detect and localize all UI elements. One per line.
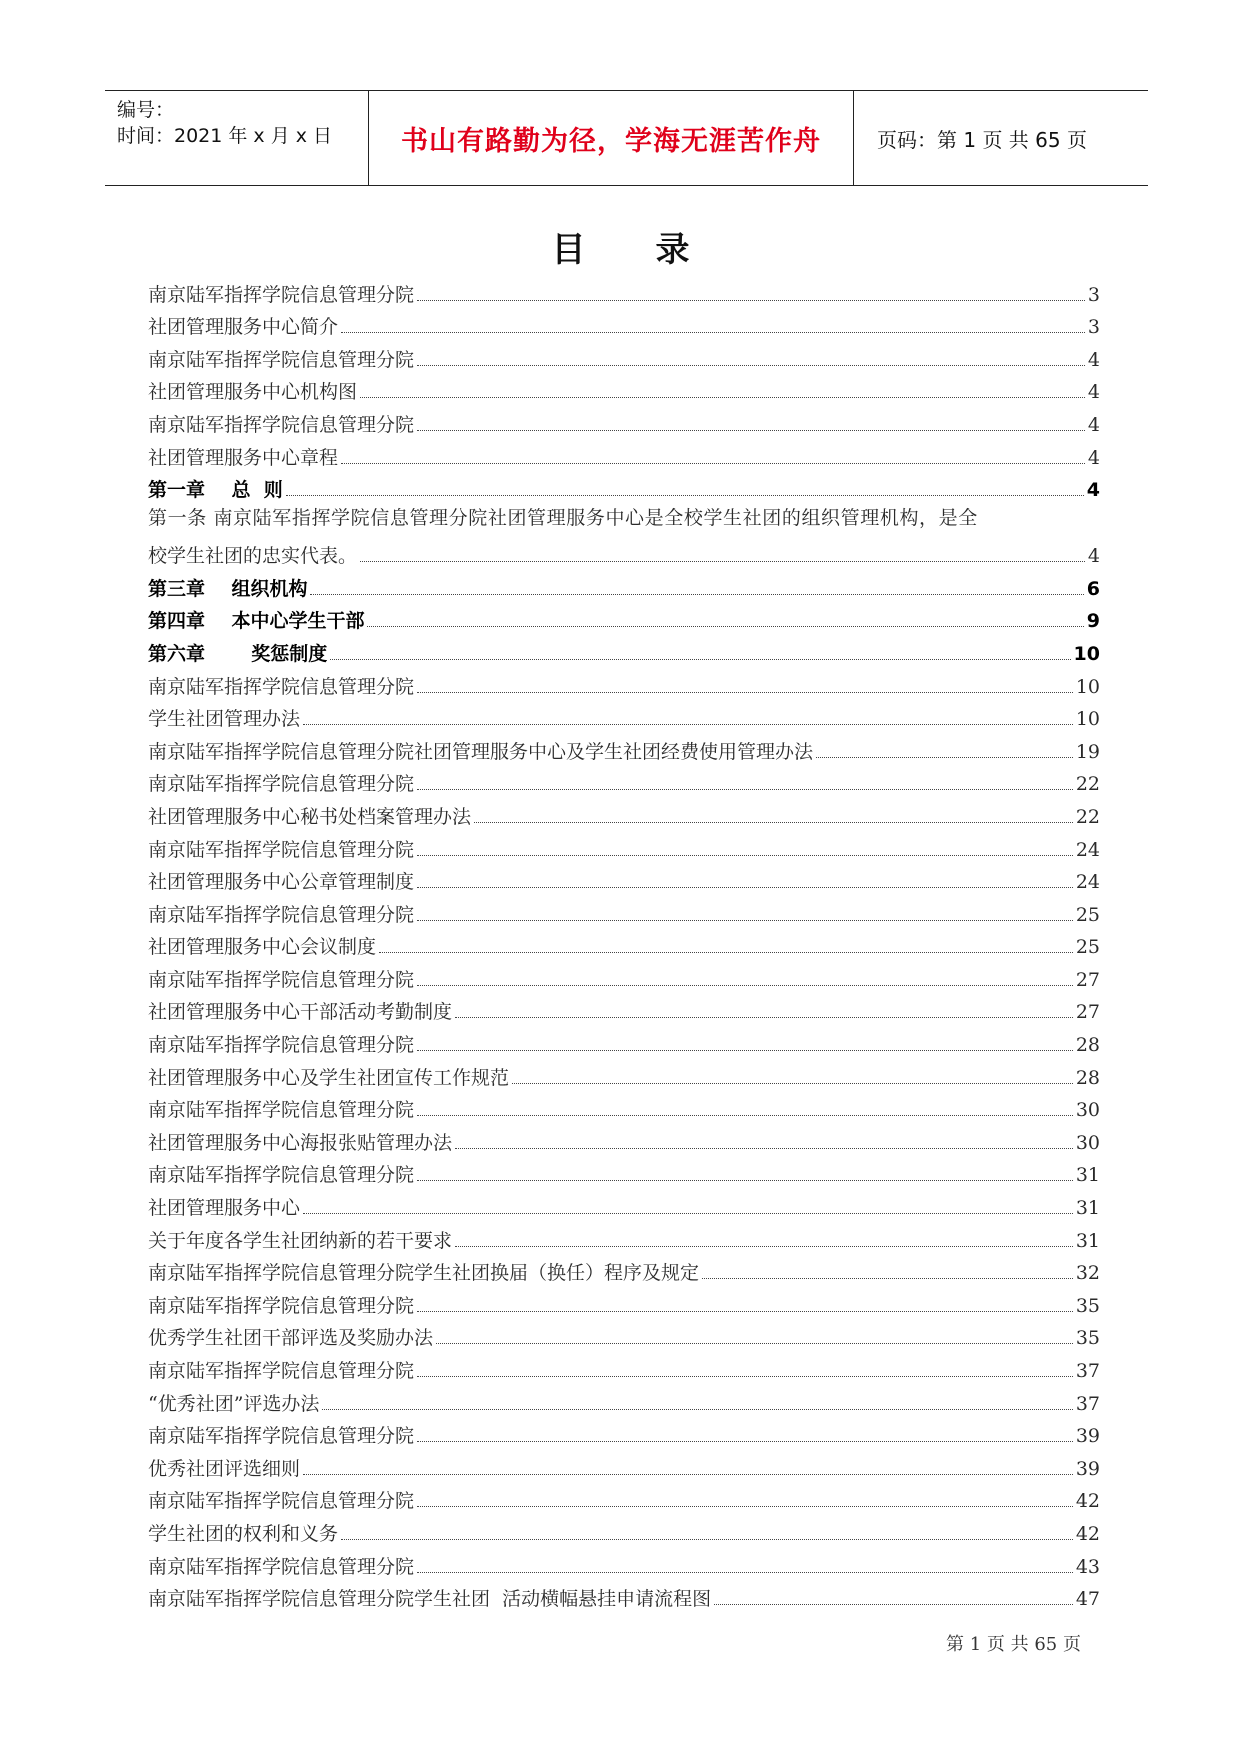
- toc-page-number: 22: [1075, 805, 1100, 828]
- toc-entry[interactable]: [148, 1024, 1100, 1057]
- toc-page-number: 42: [1075, 1522, 1100, 1545]
- toc-leader-dots: [417, 365, 1085, 366]
- toc-entry[interactable]: [148, 1416, 1100, 1449]
- toc-page-number: 27: [1075, 1001, 1100, 1024]
- toc-page-number: 4: [1087, 348, 1100, 371]
- toc-leader-dots: [303, 1474, 1073, 1475]
- toc-entry[interactable]: [148, 1122, 1100, 1155]
- toc-entry-title: 南京陆军指挥学院信息管理分院: [148, 675, 415, 698]
- toc-leader-dots: [303, 1213, 1073, 1214]
- toc-leader-dots: [512, 1083, 1073, 1084]
- toc-entry[interactable]: [148, 666, 1100, 699]
- toc-leader-dots: [417, 789, 1073, 790]
- toc-page-number: 31: [1075, 1197, 1100, 1220]
- page-title: 目录: [551, 230, 760, 270]
- toc-entry-title: 优秀社团评选细则: [148, 1457, 301, 1480]
- toc-entry[interactable]: [148, 601, 1100, 634]
- toc-entry-title: “优秀社团”评选办法: [148, 1392, 320, 1415]
- toc-entry[interactable]: [148, 1057, 1100, 1090]
- page-footer: 第 1 页 共 65 页: [946, 1634, 1081, 1655]
- toc-page-number: 10: [1075, 708, 1100, 731]
- toc-entry[interactable]: [148, 1253, 1100, 1286]
- toc-leader-dots: [417, 300, 1085, 301]
- toc-page-number: 25: [1075, 936, 1100, 959]
- toc-page-number: 30: [1075, 1099, 1100, 1122]
- toc-entry[interactable]: [148, 437, 1100, 470]
- toc-leader-dots: [417, 1376, 1073, 1377]
- toc-entry[interactable]: [148, 1448, 1100, 1481]
- toc-entry-title: 南京陆军指挥学院信息管理分院社团管理服务中心及学生社团经费使用管理办法: [148, 740, 814, 763]
- toc-page-number: 35: [1075, 1327, 1100, 1350]
- toc-page-number: 28: [1075, 1066, 1100, 1089]
- toc-leader-dots: [816, 757, 1073, 758]
- toc-leader-dots: [322, 1409, 1072, 1410]
- toc-entry[interactable]: [148, 1350, 1100, 1383]
- toc-leader-dots: [360, 397, 1085, 398]
- toc-entry[interactable]: [148, 1285, 1100, 1318]
- date-label: 时间：2021 年 x 月 x 日: [117, 125, 333, 147]
- toc-entry-title: 社团管理服务中心海报张贴管理办法: [148, 1131, 453, 1154]
- toc-entry-title: 社团管理服务中心及学生社团宣传工作规范: [148, 1066, 510, 1089]
- toc-entry[interactable]: [148, 699, 1100, 732]
- toc-entry-title: 南京陆军指挥学院信息管理分院: [148, 1294, 415, 1317]
- toc-page-number: 27: [1075, 968, 1100, 991]
- toc-entry[interactable]: [148, 470, 1100, 503]
- toc-page-number: 42: [1075, 1490, 1100, 1513]
- toc-page-number: 47: [1075, 1588, 1100, 1611]
- toc-leader-dots: [417, 1572, 1073, 1573]
- toc-leader-dots: [367, 626, 1083, 627]
- toc-page-number: 4: [1087, 446, 1100, 469]
- toc-entry-title: 关于年度各学生社团纳新的若干要求: [148, 1229, 453, 1252]
- toc-leader-dots: [330, 659, 1070, 660]
- toc-page-number: 4: [1087, 545, 1100, 568]
- toc-page-number: 24: [1075, 871, 1100, 894]
- toc-page-number: 25: [1075, 903, 1100, 926]
- toc-leader-dots: [417, 985, 1073, 986]
- toc-leader-dots: [417, 1311, 1073, 1312]
- toc-page-number: 30: [1075, 1131, 1100, 1154]
- toc-leader-dots: [455, 1246, 1073, 1247]
- toc-entry-title: 优秀学生社团干部评选及奖励办法: [148, 1327, 434, 1350]
- toc-page-number: 39: [1075, 1425, 1100, 1448]
- toc-leader-dots: [417, 920, 1073, 921]
- toc-entry-title: 社团管理服务中心秘书处档案管理办法: [148, 805, 472, 828]
- toc-entry[interactable]: [148, 633, 1100, 666]
- toc-entry[interactable]: [148, 339, 1100, 372]
- toc-entry[interactable]: [148, 1155, 1100, 1188]
- toc-page-number: 43: [1075, 1555, 1100, 1578]
- toc-entry[interactable]: [148, 1579, 1100, 1612]
- toc-page-number: 3: [1087, 316, 1100, 339]
- toc-entry-title: 南京陆军指挥学院信息管理分院: [148, 1034, 415, 1057]
- toc-page-number: 6: [1086, 577, 1100, 600]
- toc-entry[interactable]: [148, 829, 1100, 862]
- toc-leader-dots: [417, 1050, 1073, 1051]
- toc-leader-dots: [310, 594, 1083, 595]
- toc-entry[interactable]: [148, 731, 1100, 764]
- toc-entry[interactable]: [148, 959, 1100, 992]
- header-motto-cell: [369, 91, 854, 185]
- toc-entry[interactable]: [148, 372, 1100, 405]
- toc-page-number: 24: [1075, 838, 1100, 861]
- toc-leader-dots: [303, 724, 1073, 725]
- toc-entry-title: 学生社团的权利和义务: [148, 1522, 339, 1545]
- toc-page-number: 31: [1075, 1229, 1100, 1252]
- toc-entry[interactable]: [148, 404, 1100, 437]
- toc-entry-title: 南京陆军指挥学院信息管理分院: [148, 1360, 415, 1382]
- toc-entry[interactable]: [148, 764, 1100, 797]
- toc-entry-title: 第一章 总 则: [148, 479, 283, 502]
- toc-wrapped-line-1: 第一条 南京陆军指挥学院信息管理分院社团管理服务中心是全校学生社团的组织管理机构，是全: [148, 507, 978, 530]
- toc-entry-title: 南京陆军指挥学院信息管理分院: [148, 1490, 415, 1513]
- document-header: [105, 90, 1148, 186]
- toc-section-1: [148, 274, 1100, 502]
- toc-entry-title: 社团管理服务中心简介: [148, 316, 339, 339]
- toc-leader-dots: [436, 1343, 1073, 1344]
- table-of-contents: [148, 274, 1100, 1611]
- toc-page-number: 19: [1075, 740, 1100, 763]
- toc-entry-title: 南京陆军指挥学院信息管理分院: [148, 348, 415, 371]
- toc-leader-dots: [341, 332, 1085, 333]
- toc-entry-title: 南京陆军指挥学院信息管理分院: [148, 1555, 415, 1578]
- page-info: 页码：第 1 页 共 65 页: [877, 127, 1087, 152]
- toc-entry-title: 南京陆军指挥学院信息管理分院: [148, 838, 415, 861]
- header-meta-cell: [105, 91, 369, 185]
- toc-page-number: 4: [1087, 413, 1100, 436]
- toc-wrapped-entry[interactable]: [148, 502, 1100, 568]
- toc-entry-title: 社团管理服务中心干部活动考勤制度: [148, 1001, 453, 1024]
- toc-leader-dots: [702, 1278, 1073, 1279]
- toc-page-number: 39: [1075, 1457, 1100, 1480]
- toc-leader-dots: [455, 1148, 1073, 1149]
- toc-leader-dots: [417, 692, 1073, 693]
- toc-page-number: 28: [1075, 1034, 1100, 1057]
- toc-entry[interactable]: [148, 1513, 1100, 1546]
- toc-entry-title: 南京陆军指挥学院信息管理分院学生社团换届（换任）程序及规定: [148, 1262, 700, 1285]
- toc-entry-title: 南京陆军指挥学院信息管理分院: [148, 1099, 415, 1122]
- toc-page-number: 31: [1075, 1164, 1100, 1187]
- toc-entry-title: 社团管理服务中心: [148, 1197, 301, 1220]
- toc-page-number: 9: [1086, 610, 1100, 633]
- toc-entry-title: 第四章 本中心学生干部: [148, 610, 365, 633]
- toc-entry-title: 南京陆军指挥学院信息管理分院: [148, 773, 415, 796]
- toc-entry[interactable]: [148, 1220, 1100, 1253]
- toc-entry-title: 南京陆军指挥学院信息管理分院: [148, 1425, 415, 1448]
- toc-leader-dots: [417, 855, 1073, 856]
- toc-leader-dots: [417, 1441, 1073, 1442]
- toc-page-number: 32: [1075, 1262, 1100, 1285]
- toc-entry[interactable]: [148, 1383, 1100, 1416]
- toc-entry-title: 社团管理服务中心机构图: [148, 381, 358, 404]
- toc-leader-dots: [714, 1604, 1073, 1605]
- toc-entry-title: 社团管理服务中心会议制度: [148, 936, 377, 959]
- toc-entry-title: 南京陆军指挥学院信息管理分院: [148, 968, 415, 991]
- toc-entry-title: 第六章 奖惩制度: [148, 642, 328, 665]
- toc-entry[interactable]: [148, 568, 1100, 601]
- toc-entry-title: 南京陆军指挥学院信息管理分院: [148, 413, 415, 436]
- toc-leader-dots: [417, 1180, 1073, 1181]
- toc-leader-dots: [417, 430, 1085, 431]
- toc-entry[interactable]: [148, 1187, 1100, 1220]
- header-page-cell: [855, 91, 1148, 185]
- toc-page-number: 22: [1075, 773, 1100, 796]
- toc-entry-title: 社团管理服务中心公章管理制度: [148, 871, 415, 894]
- toc-leader-dots: [360, 561, 1085, 562]
- toc-entry[interactable]: [148, 894, 1100, 927]
- toc-leader-dots: [341, 463, 1085, 464]
- toc-leader-dots: [417, 1115, 1073, 1116]
- toc-entry[interactable]: [148, 796, 1100, 829]
- toc-entry-title: 学生社团管理办法: [148, 708, 301, 731]
- toc-entry-title: 南京陆军指挥学院信息管理分院: [148, 1164, 415, 1187]
- toc-leader-dots: [379, 952, 1073, 953]
- toc-page-number: 10: [1075, 675, 1100, 698]
- toc-entry-title: 南京陆军指挥学院信息管理分院学生社团 活动横幅悬挂申请流程图: [148, 1588, 712, 1611]
- toc-entry-title: 南京陆军指挥学院信息管理分院: [148, 903, 415, 926]
- toc-entry[interactable]: [148, 862, 1100, 895]
- toc-entry-title: 第三章 组织机构: [148, 577, 308, 600]
- toc-leader-dots: [474, 822, 1073, 823]
- toc-leader-dots: [455, 1017, 1073, 1018]
- toc-leader-dots: [417, 1506, 1073, 1507]
- toc-entry[interactable]: [148, 274, 1100, 307]
- toc-entry-title: 南京陆军指挥学院信息管理分院: [148, 283, 415, 306]
- serial-number-label: 编号：: [117, 99, 175, 121]
- toc-page-number: 35: [1075, 1294, 1100, 1317]
- toc-entry[interactable]: [148, 992, 1100, 1025]
- toc-entry[interactable]: [148, 307, 1100, 340]
- motto-text: 书山有路勤为径，学海无涯苦作舟: [401, 125, 821, 157]
- toc-entry[interactable]: [148, 927, 1100, 960]
- toc-page-number: 10: [1073, 642, 1100, 665]
- toc-entry[interactable]: [148, 1546, 1100, 1579]
- toc-entry[interactable]: [148, 1318, 1100, 1351]
- toc-page-number: 37: [1075, 1392, 1100, 1415]
- toc-leader-dots: [417, 887, 1073, 888]
- toc-page-number: 4: [1087, 381, 1100, 404]
- toc-page-number: 3: [1087, 283, 1100, 306]
- toc-section-2: [148, 568, 1100, 1611]
- toc-page-number: 37: [1075, 1360, 1100, 1382]
- toc-wrapped-line-2: 校学生社团的忠实代表。: [148, 545, 358, 568]
- toc-entry[interactable]: [148, 1090, 1100, 1123]
- toc-page-number: 4: [1086, 479, 1100, 502]
- toc-leader-dots: [286, 495, 1084, 496]
- toc-leader-dots: [341, 1539, 1073, 1540]
- toc-entry-title: 社团管理服务中心章程: [148, 446, 339, 469]
- toc-entry[interactable]: [148, 1481, 1100, 1514]
